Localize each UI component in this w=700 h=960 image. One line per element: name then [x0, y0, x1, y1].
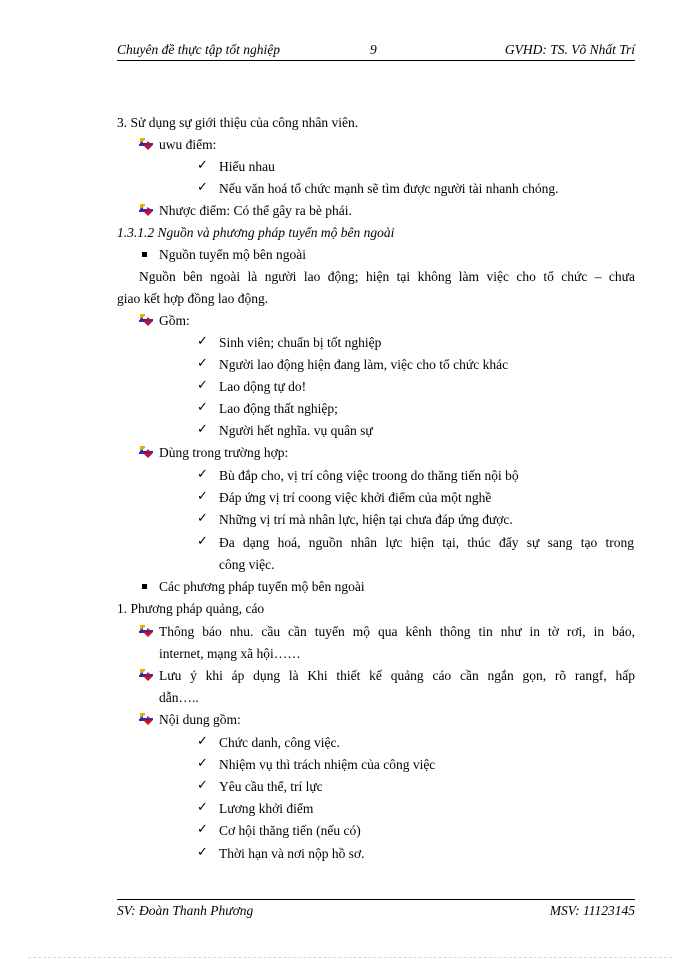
text-line: Hiểu nhau: [219, 159, 275, 174]
text-line: Thời hạn và nơi nộp hồ sơ.: [219, 846, 365, 861]
text-line: Nhược điểm: Có thể gây ra bè phái.: [159, 203, 352, 218]
checkmark-icon: ✓: [197, 534, 208, 549]
checkmark-icon: ✓: [197, 400, 208, 415]
text-line: Cơ hội thăng tiến (nếu có): [219, 823, 361, 838]
text-line: Gồm:: [159, 313, 190, 328]
footer-student: SV: Đoàn Thanh Phương: [117, 903, 254, 918]
text-line: Dùng trong trường hợp:: [159, 445, 289, 460]
text-line: Thông báo nhu. cầu cần tuyển mộ qua kênh thông tin như in tờ rơi, in báo,: [159, 624, 635, 639]
checkmark-icon: ✓: [197, 334, 208, 349]
text-line: Yêu cầu thể, trí lực: [219, 779, 323, 794]
checkmark-icon: ✓: [197, 356, 208, 371]
arrow-bullet-icon: [139, 314, 154, 327]
text-line: Người lao động hiện đang làm, việc cho tổ chức khác: [219, 357, 509, 372]
checkmark-icon: ✓: [197, 489, 208, 504]
text-line: Đáp ứng vị trí coong việc khởi điểm của một nghề: [219, 490, 492, 505]
text-line: Các phương pháp tuyển mộ bên ngoài: [159, 579, 365, 594]
arrow-bullet-icon: [139, 138, 154, 151]
text-line: Đa dạng hoá, nguồn nhân lực hiện tại, thúc đẩy sự sang tạo trong: [219, 535, 634, 550]
text-line: Nhiệm vụ thì trách nhiệm của công việc: [219, 757, 436, 772]
header-title: Chuyên đề thực tập tốt nghiệp: [117, 42, 280, 57]
text-line: Nguồn tuyển mộ bên ngoài: [159, 247, 306, 262]
text-line: công việc.: [219, 557, 275, 572]
text-line: Nếu văn hoá tổ chức mạnh sẽ tìm được người tài nhanh chóng.: [219, 181, 559, 196]
checkmark-icon: ✓: [197, 467, 208, 482]
arrow-bullet-icon: [139, 713, 154, 726]
text-line: Chức danh, công việc.: [219, 735, 340, 750]
text-line: uwu điểm:: [159, 137, 217, 152]
text-line: Lưu ý khi áp dụng là Khi thiết kế quảng cáo cần ngắn gọn, rõ rangf, hấp: [159, 668, 635, 683]
arrow-bullet-icon: [139, 204, 154, 217]
text-line: 3. Sử dụng sự giới thiệu của công nhân viên.: [117, 115, 359, 130]
footer-rule: [117, 899, 635, 900]
page-header: [117, 42, 635, 60]
square-bullet-icon: [142, 584, 147, 589]
arrow-bullet-icon: [139, 446, 154, 459]
text-line: Lương khởi điểm: [219, 801, 314, 816]
paragraph-line: giao kết hợp đồng lao động.: [117, 291, 269, 306]
text-line: Những vị trí mà nhân lực, hiện tại chưa đáp ứng được.: [219, 512, 513, 527]
checkmark-icon: ✓: [197, 180, 208, 195]
text-line: Nội dung gồm:: [159, 712, 241, 727]
checkmark-icon: ✓: [197, 422, 208, 437]
text-line: Sinh viên; chuẩn bị tốt nghiệp: [219, 335, 382, 350]
checkmark-icon: ✓: [197, 756, 208, 771]
text-line: dẫn…..: [159, 690, 199, 705]
checkmark-icon: ✓: [197, 800, 208, 815]
arrow-bullet-icon: [139, 669, 154, 682]
text-line: 1. Phương pháp quảng, cáo: [117, 601, 265, 616]
square-bullet-icon: [142, 252, 147, 257]
header-advisor: GVHD: TS. Võ Nhất Trí: [504, 42, 635, 57]
text-line: Người hết nghĩa. vụ quân sự: [219, 423, 373, 438]
checkmark-icon: ✓: [197, 378, 208, 393]
page-footer: [117, 903, 635, 921]
checkmark-icon: ✓: [197, 778, 208, 793]
paragraph-line: Nguồn bên ngoài là người lao động; hiện tại không làm việc cho tổ chức – chưa: [139, 269, 635, 284]
footer-student-id: MSV: 11123145: [549, 903, 635, 918]
checkmark-icon: ✓: [197, 845, 208, 860]
header-rule: [117, 60, 635, 61]
text-line: Lao động thất nghiệp;: [219, 401, 338, 416]
text-line: Bù đắp cho, vị trí công việc troong do thăng tiến nội bộ: [219, 468, 519, 483]
header-page-number: 9: [370, 42, 377, 57]
checkmark-icon: ✓: [197, 734, 208, 749]
text-line: internet, mạng xã hội……: [159, 646, 301, 661]
checkmark-icon: ✓: [197, 158, 208, 173]
checkmark-icon: ✓: [197, 822, 208, 837]
arrow-bullet-icon: [139, 625, 154, 638]
text-line: Lao dộng tự do!: [219, 379, 307, 394]
page-break-divider: [28, 957, 672, 958]
section-heading: 1.3.1.2 Nguồn và phương pháp tuyển mộ bên ngoài: [117, 225, 395, 240]
checkmark-icon: ✓: [197, 511, 208, 526]
